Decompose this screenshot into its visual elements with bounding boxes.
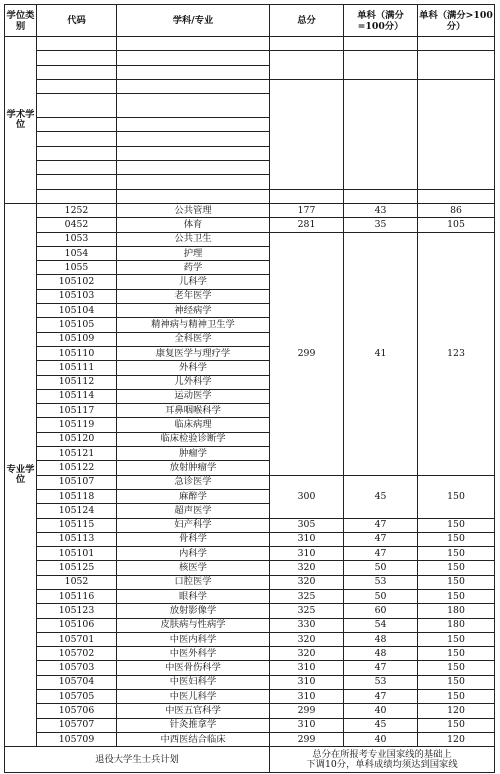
code-cell: 105703 xyxy=(37,661,117,675)
total-cell xyxy=(270,189,344,203)
code-cell: 105107 xyxy=(37,475,117,489)
major-cell: 老年医学 xyxy=(117,289,270,303)
single-over100-cell: 120 xyxy=(418,732,495,746)
total-cell: 320 xyxy=(270,632,344,646)
major-cell: 临床病理 xyxy=(117,418,270,432)
code-cell xyxy=(37,132,117,146)
major-cell: 中医儿科学 xyxy=(117,690,270,704)
table-row xyxy=(5,647,495,661)
major-cell xyxy=(117,79,270,93)
code-cell xyxy=(37,79,117,93)
code-cell: 105123 xyxy=(37,604,117,618)
major-cell: 超声医学 xyxy=(117,504,270,518)
code-cell: 105115 xyxy=(37,518,117,532)
code-cell: 105122 xyxy=(37,461,117,475)
major-cell xyxy=(117,161,270,175)
major-cell: 肿瘤学 xyxy=(117,447,270,461)
total-cell: 330 xyxy=(270,618,344,632)
single100-cell xyxy=(344,51,418,80)
header-row xyxy=(5,5,495,37)
code-cell: 105101 xyxy=(37,547,117,561)
code-cell xyxy=(37,175,117,189)
major-cell xyxy=(117,146,270,160)
single100-cell: 35 xyxy=(344,218,418,232)
veteran-plan-note-line2: 下调10分，单科成绩均须达到国家线 xyxy=(306,758,458,770)
header-major: 学科/专业 xyxy=(117,5,270,37)
table-row xyxy=(5,618,495,632)
code-cell: 105102 xyxy=(37,275,117,289)
header-single-100: 单科（满分=100分） xyxy=(344,5,418,37)
major-cell xyxy=(117,94,270,118)
major-cell: 儿外科学 xyxy=(117,375,270,389)
major-cell: 骨科学 xyxy=(117,532,270,546)
single-over100-cell: 150 xyxy=(418,518,495,532)
single-over100-cell: 150 xyxy=(418,647,495,661)
single-over100-cell: 150 xyxy=(418,690,495,704)
single-over100-cell: 123 xyxy=(418,232,495,475)
code-cell: 1054 xyxy=(37,246,117,260)
veteran-plan-label: 退役大学生士兵计划 xyxy=(5,747,270,773)
single100-cell: 47 xyxy=(344,661,418,675)
major-cell: 核医学 xyxy=(117,561,270,575)
single-over100-cell: 150 xyxy=(418,661,495,675)
code-cell: 105709 xyxy=(37,732,117,746)
major-cell xyxy=(117,65,270,79)
code-cell xyxy=(37,65,117,79)
single-over100-cell: 120 xyxy=(418,704,495,718)
code-cell: 105109 xyxy=(37,332,117,346)
major-cell xyxy=(117,118,270,132)
major-cell: 临床检验诊断学 xyxy=(117,432,270,446)
total-cell: 325 xyxy=(270,589,344,603)
single100-cell: 45 xyxy=(344,718,418,732)
major-cell: 公共管理 xyxy=(117,203,270,217)
total-cell xyxy=(270,37,344,51)
table-row xyxy=(5,218,495,232)
single100-cell: 47 xyxy=(344,518,418,532)
major-cell: 全科医学 xyxy=(117,332,270,346)
footer-row xyxy=(5,747,495,773)
table-row xyxy=(5,51,495,65)
single100-cell: 54 xyxy=(344,618,418,632)
major-cell xyxy=(117,189,270,203)
code-cell xyxy=(37,94,117,118)
code-cell: 105117 xyxy=(37,404,117,418)
single100-cell: 40 xyxy=(344,704,418,718)
total-cell: 300 xyxy=(270,475,344,518)
major-cell xyxy=(117,132,270,146)
degree-type-academic: 学术学位 xyxy=(5,37,37,204)
major-cell: 康复医学与理疗学 xyxy=(117,346,270,360)
single-over100-cell: 150 xyxy=(418,575,495,589)
table-row xyxy=(5,575,495,589)
single-over100-cell: 150 xyxy=(418,589,495,603)
table-row xyxy=(5,675,495,689)
code-cell: 1053 xyxy=(37,232,117,246)
single-over100-cell xyxy=(418,51,495,80)
single100-cell xyxy=(344,37,418,51)
code-cell: 105704 xyxy=(37,675,117,689)
major-cell: 中医骨伤科学 xyxy=(117,661,270,675)
single-over100-cell xyxy=(418,37,495,51)
single100-cell: 45 xyxy=(344,475,418,518)
single100-cell xyxy=(344,79,418,189)
total-cell xyxy=(270,51,344,80)
major-cell: 神经病学 xyxy=(117,304,270,318)
table-row xyxy=(5,203,495,217)
code-cell: 105111 xyxy=(37,361,117,375)
code-cell: 105104 xyxy=(37,304,117,318)
table-row xyxy=(5,690,495,704)
major-cell xyxy=(117,175,270,189)
total-cell: 310 xyxy=(270,532,344,546)
single100-cell: 53 xyxy=(344,675,418,689)
table-row xyxy=(5,589,495,603)
table-row xyxy=(5,732,495,746)
total-cell: 310 xyxy=(270,690,344,704)
single100-cell: 40 xyxy=(344,732,418,746)
total-cell: 310 xyxy=(270,718,344,732)
code-cell xyxy=(37,51,117,65)
code-cell: 105106 xyxy=(37,618,117,632)
code-cell xyxy=(37,146,117,160)
total-cell: 320 xyxy=(270,575,344,589)
total-cell: 177 xyxy=(270,203,344,217)
table-row xyxy=(5,37,495,51)
code-cell: 1052 xyxy=(37,575,117,589)
major-cell: 中西医结合临床 xyxy=(117,732,270,746)
single-over100-cell: 150 xyxy=(418,675,495,689)
total-cell: 320 xyxy=(270,561,344,575)
total-cell: 325 xyxy=(270,604,344,618)
single100-cell xyxy=(344,189,418,203)
major-cell: 药学 xyxy=(117,261,270,275)
single-over100-cell: 150 xyxy=(418,532,495,546)
veteran-plan-note xyxy=(270,747,495,773)
code-cell: 105103 xyxy=(37,289,117,303)
table-row xyxy=(5,704,495,718)
header-total: 总分 xyxy=(270,5,344,37)
table-row xyxy=(5,232,495,246)
major-cell: 急诊医学 xyxy=(117,475,270,489)
total-cell: 310 xyxy=(270,547,344,561)
single100-cell: 48 xyxy=(344,632,418,646)
total-cell: 310 xyxy=(270,675,344,689)
single-over100-cell: 150 xyxy=(418,547,495,561)
major-cell: 中医五官科学 xyxy=(117,704,270,718)
total-cell: 299 xyxy=(270,704,344,718)
single-over100-cell: 150 xyxy=(418,718,495,732)
major-cell xyxy=(117,37,270,51)
single100-cell: 47 xyxy=(344,532,418,546)
major-cell: 皮肤病与性病学 xyxy=(117,618,270,632)
single100-cell: 47 xyxy=(344,690,418,704)
total-cell: 305 xyxy=(270,518,344,532)
header-degree-type: 学位类别 xyxy=(5,5,37,37)
code-cell: 105706 xyxy=(37,704,117,718)
code-cell: 1252 xyxy=(37,203,117,217)
table-row xyxy=(5,518,495,532)
degree-type-professional: 专业学位 xyxy=(5,203,37,746)
major-cell: 外科学 xyxy=(117,361,270,375)
code-cell: 105105 xyxy=(37,318,117,332)
total-cell: 281 xyxy=(270,218,344,232)
code-cell: 1055 xyxy=(37,261,117,275)
single-over100-cell: 150 xyxy=(418,561,495,575)
major-cell: 放射肿瘤学 xyxy=(117,461,270,475)
major-cell: 精神病与精神卫生学 xyxy=(117,318,270,332)
major-cell: 运动医学 xyxy=(117,389,270,403)
major-cell: 内科学 xyxy=(117,547,270,561)
single100-cell: 47 xyxy=(344,547,418,561)
single-over100-cell: 150 xyxy=(418,632,495,646)
major-cell: 中医内科学 xyxy=(117,632,270,646)
major-cell: 公共卫生 xyxy=(117,232,270,246)
code-cell: 105121 xyxy=(37,447,117,461)
major-cell: 耳鼻咽喉科学 xyxy=(117,404,270,418)
table-row xyxy=(5,604,495,618)
code-cell: 105705 xyxy=(37,690,117,704)
major-cell: 儿科学 xyxy=(117,275,270,289)
code-cell xyxy=(37,189,117,203)
code-cell: 0452 xyxy=(37,218,117,232)
total-cell xyxy=(270,79,344,189)
code-cell: 105118 xyxy=(37,489,117,503)
table-row xyxy=(5,532,495,546)
table-row xyxy=(5,79,495,93)
code-cell xyxy=(37,37,117,51)
total-cell: 320 xyxy=(270,647,344,661)
table-row xyxy=(5,632,495,646)
table-row xyxy=(5,661,495,675)
table-row xyxy=(5,475,495,489)
score-table xyxy=(4,4,495,773)
table-row xyxy=(5,561,495,575)
code-cell xyxy=(37,118,117,132)
table-row xyxy=(5,547,495,561)
single-over100-cell: 86 xyxy=(418,203,495,217)
table-row xyxy=(5,718,495,732)
code-cell: 105110 xyxy=(37,346,117,360)
single100-cell: 50 xyxy=(344,589,418,603)
code-cell: 105120 xyxy=(37,432,117,446)
code-cell: 105702 xyxy=(37,647,117,661)
code-cell: 105116 xyxy=(37,589,117,603)
single-over100-cell: 150 xyxy=(418,475,495,518)
single100-cell: 48 xyxy=(344,647,418,661)
major-cell: 体育 xyxy=(117,218,270,232)
single-over100-cell: 105 xyxy=(418,218,495,232)
major-cell xyxy=(117,51,270,65)
code-cell: 105124 xyxy=(37,504,117,518)
header-single-over-100: 单科（满分>100分） xyxy=(418,5,495,37)
total-cell: 310 xyxy=(270,661,344,675)
header-code: 代码 xyxy=(37,5,117,37)
single100-cell: 50 xyxy=(344,561,418,575)
code-cell: 105112 xyxy=(37,375,117,389)
major-cell: 中医外科学 xyxy=(117,647,270,661)
major-cell: 妇产科学 xyxy=(117,518,270,532)
table-row xyxy=(5,189,495,203)
single-over100-cell xyxy=(418,189,495,203)
code-cell xyxy=(37,161,117,175)
veteran-plan-note-line1: 总分在所报考专业国家线的基础上 xyxy=(312,748,452,760)
major-cell: 眼科学 xyxy=(117,589,270,603)
major-cell: 护理 xyxy=(117,246,270,260)
single100-cell: 53 xyxy=(344,575,418,589)
single-over100-cell: 180 xyxy=(418,618,495,632)
code-cell: 105707 xyxy=(37,718,117,732)
major-cell: 中医妇科学 xyxy=(117,675,270,689)
code-cell: 105125 xyxy=(37,561,117,575)
major-cell: 麻醉学 xyxy=(117,489,270,503)
total-cell: 299 xyxy=(270,232,344,475)
code-cell: 105119 xyxy=(37,418,117,432)
single-over100-cell: 180 xyxy=(418,604,495,618)
single-over100-cell xyxy=(418,79,495,189)
major-cell: 放射影像学 xyxy=(117,604,270,618)
major-cell: 口腔医学 xyxy=(117,575,270,589)
single100-cell: 43 xyxy=(344,203,418,217)
code-cell: 105113 xyxy=(37,532,117,546)
code-cell: 105701 xyxy=(37,632,117,646)
major-cell: 针灸推拿学 xyxy=(117,718,270,732)
single100-cell: 60 xyxy=(344,604,418,618)
total-cell: 299 xyxy=(270,732,344,746)
single100-cell: 41 xyxy=(344,232,418,475)
code-cell: 105114 xyxy=(37,389,117,403)
